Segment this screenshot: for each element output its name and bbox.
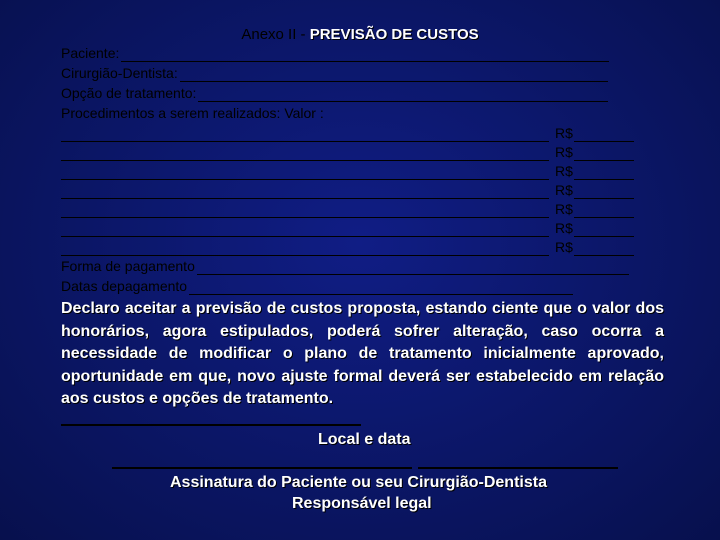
procedure-value-line <box>574 184 634 199</box>
procedure-value-line <box>574 165 634 180</box>
field-procedimentos <box>61 104 324 122</box>
field-label-procedimentos: Procedimentos a serem realizados: Valor : <box>61 105 324 121</box>
procedure-description-line <box>61 146 549 161</box>
procedure-description-line <box>61 241 549 256</box>
currency-label: R$ <box>555 144 573 160</box>
blank-line <box>197 260 629 275</box>
field-label-forma: Forma de pagamento <box>61 258 195 274</box>
field-label-cirurgiao: Cirurgião-Dentista: <box>61 65 178 81</box>
procedure-value-line <box>574 222 634 237</box>
currency-label: R$ <box>555 125 573 141</box>
currency-label: R$ <box>555 201 573 217</box>
field-paciente <box>61 44 609 62</box>
procedure-row <box>61 143 634 161</box>
procedure-row <box>61 162 634 180</box>
field-datas-pagamento <box>61 277 573 295</box>
title-main: PREVISÃO DE CUSTOS <box>309 26 479 43</box>
procedure-row <box>61 200 634 218</box>
declaration-text: Declaro aceitar a previsão de custos proposta, estando ciente que o valor dos honorários, agora estipulados, poderá sofrer alteração, caso ocorra a necessidade de modificar o plano de tratamento inicialmente aprovado, oportunidade em que, novo ajuste formal deverá ser estabelecido em relação aos custos e opções de tratamento. <box>61 300 664 407</box>
procedure-description-line <box>61 165 549 180</box>
local-data-line <box>61 424 361 426</box>
local-data-label: Local e data <box>318 431 411 448</box>
field-label-opcao: Opção de tratamento: <box>61 85 197 101</box>
procedure-row <box>61 219 634 237</box>
title-prefix: Anexo II - <box>241 26 310 43</box>
currency-label: R$ <box>555 182 573 198</box>
signature-line-left <box>112 467 412 469</box>
blank-line <box>180 67 608 82</box>
procedure-description-line <box>61 222 549 237</box>
field-cirurgiao <box>61 64 608 82</box>
procedure-value-line <box>574 127 634 142</box>
field-forma-pagamento <box>61 257 629 275</box>
blank-line <box>189 280 573 295</box>
currency-label: R$ <box>555 239 573 255</box>
procedure-row <box>61 238 634 256</box>
procedure-value-line <box>574 203 634 218</box>
currency-label: R$ <box>555 220 573 236</box>
assinatura-label: Assinatura do Paciente ou seu Cirurgião-Dentista <box>170 474 547 491</box>
procedure-row <box>61 124 634 142</box>
procedure-description-line <box>61 203 549 218</box>
blank-line <box>198 87 608 102</box>
responsavel-label: Responsável legal <box>292 495 432 512</box>
document-title <box>0 24 720 46</box>
procedure-value-line <box>574 241 634 256</box>
currency-label: R$ <box>555 163 573 179</box>
procedure-description-line <box>61 127 549 142</box>
blank-line <box>121 47 609 62</box>
field-opcao <box>61 84 608 102</box>
procedure-value-line <box>574 146 634 161</box>
procedure-description-line <box>61 184 549 199</box>
signature-line-right <box>418 467 618 469</box>
field-label-paciente: Paciente: <box>61 45 120 61</box>
procedure-row <box>61 181 634 199</box>
field-label-datas: Datas depagamento <box>61 278 188 294</box>
